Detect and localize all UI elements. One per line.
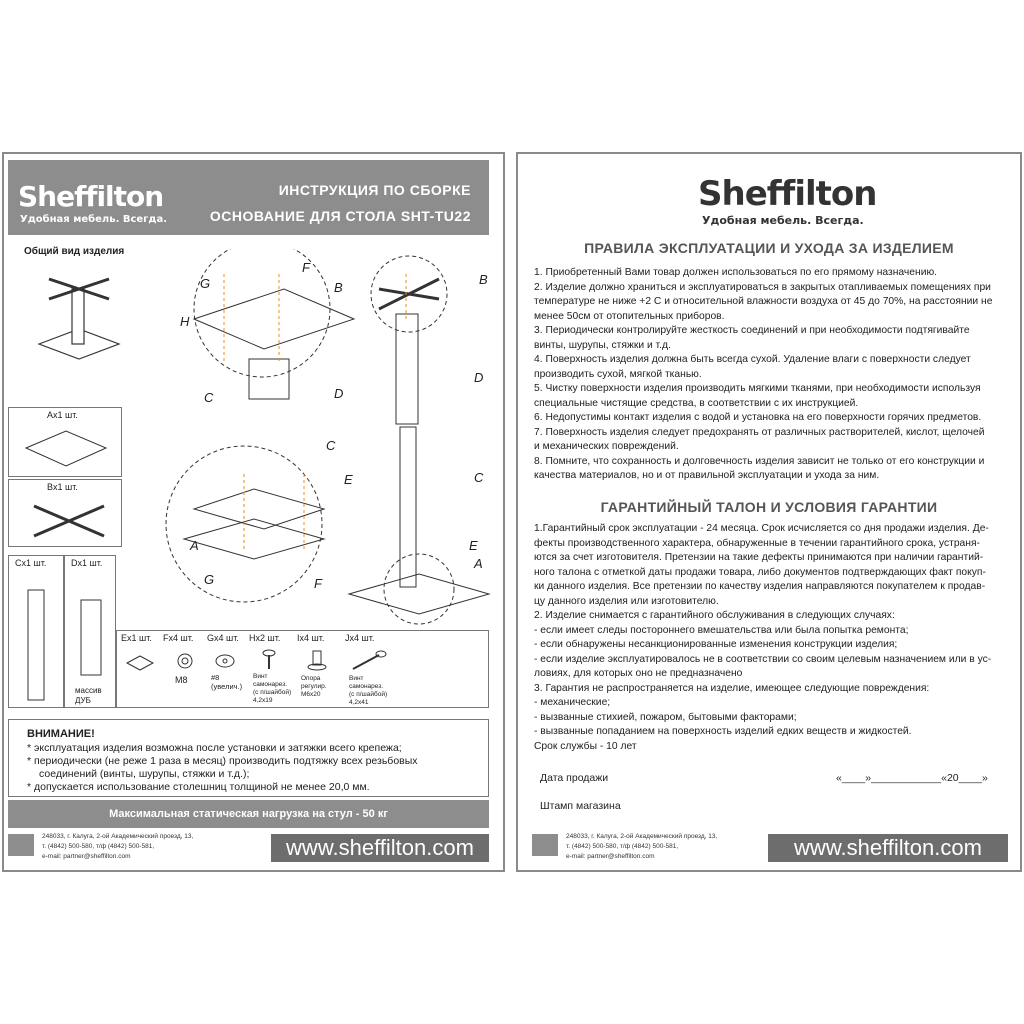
callout-g: G [200,276,211,291]
part-a-drawing [21,426,111,471]
callout-e-2: E [469,538,478,553]
general-view-label: Общий вид изделия [24,246,125,257]
website-link[interactable]: www.sheffilton.com [768,834,1008,862]
callout-b: B [334,280,343,295]
warranty-line: - если имеет следы постороннего вмешательства или была попытка ремонта; [534,624,909,636]
rules-line: менее 50см от отопительных приборов. [534,310,725,322]
rules-line: 7. Поверхность изделия следует предохранять от различных растворителей, кислот, щелочей [534,426,985,438]
part-c-drawing [24,586,50,706]
rules-line: производить сухой, мягкой тканью. [534,368,702,380]
rules-line: 5. Чистку поверхности изделия производить мягкими тканями, при необходимости используя [534,383,981,394]
warranty-line: ловиях, для которых оно не предназначено [534,668,743,679]
warranty-line: цу данного изделия или изготовителю. [534,595,719,607]
sale-date-field[interactable]: «____»____________«20____» [836,772,988,784]
warranty-text [534,522,1010,754]
rules-line: 2. Изделие должно храниться и эксплуатироваться в закрытых отапливаемых помещениях при [534,281,991,293]
part-e-label: Ex1 шт. [121,633,152,643]
warranty-line: ются за счет изготовителя. Претензии на такие дефекты принимаются при наличии гарантий- [534,552,984,563]
product-title: ОСНОВАНИЕ ДЛЯ СТОЛА SHT-TU22 [209,208,471,224]
part-h-drawing [259,649,279,671]
rules-line: 4. Поверхность изделия должна быть всегда сухой. Удаление влаги с поверхности следует [534,354,971,365]
warranty-line: Срок службы - 10 лет [534,740,637,752]
part-b-drawing [29,498,109,543]
brand-tagline: Удобная мебель. Всегда. [20,214,168,225]
part-d-material: массив ДУБ [75,686,102,705]
rules-line: 3. Периодически контролируйте жесткость соединений и при необходимости подтягивайте [534,325,970,336]
callout-g-2: G [204,572,215,587]
warning-box [8,719,489,797]
callout-a: A [190,538,199,553]
rules-title: ПРАВИЛА ЭКСПЛУАТАЦИИ И УХОДА ЗА ИЗДЕЛИЕМ [584,240,954,256]
footer-address [566,832,717,862]
warning-line: соединений (винты, шурупы, стяжки и т.д.); [39,768,250,780]
part-j-drawing [349,649,389,673]
part-g-note: #8 (увелич.) [211,673,243,691]
part-f-note: М8 [175,675,188,685]
address-line: т. (4842) 500-580, т/ф (4842) 500-581, [566,843,679,850]
warning-line: * периодически (не реже 1 раза в месяц) производить подтяжку всех резьбовых [27,755,418,767]
warranty-line: 1.Гарантийный срок эксплуатации - 24 месяца. Срок исчисляется со дня продажи изделия. Де- [534,523,989,534]
warranty-line: 3. Гарантия не распространяется на изделие, имеющее следующие повреждения: [534,682,930,694]
part-j-label: Jx4 шт. [345,633,375,643]
callout-c-3: C [474,470,484,485]
callout-b-2: B [479,272,488,287]
part-d-box [64,555,116,708]
part-c-label: Cx1 шт. [15,558,47,568]
address-line: 248033, г. Калуга, 2-ой Академический проезд, 13, [566,833,718,840]
warranty-line: - вызванные стихией, пожаром, бытовыми факторами; [534,711,797,723]
callout-c: C [204,390,214,405]
sale-date-label: Дата продажи [540,772,609,784]
callout-d-2: D [474,370,484,385]
part-d-drawing [77,596,107,681]
part-e-drawing [125,653,155,673]
rules-line: винты, шурупы, стяжки и т.д. [534,339,671,351]
warranty-line: 2. Изделие снимается с гарантийного обслуживания в следующих случаях: [534,610,895,621]
part-d-label: Dx1 шт. [71,558,103,568]
rules-line: 8. Помните, что сохранность и долговечность изделия зависит не только от его конструкции и [534,455,985,467]
callout-f-2: F [314,576,322,591]
website-link[interactable]: www.sheffilton.com [271,834,489,862]
part-a-label: Ax1 шт. [47,410,78,420]
warning-title: ВНИМАНИЕ! [27,728,95,740]
warranty-line: ного талона с отметкой даты продажи товара, либо документов подтверждающих факт покуп- [534,566,986,578]
part-i-label: Ix4 шт. [297,633,325,643]
instructions-title: ИНСТРУКЦИЯ ПО СБОРКЕ [278,182,471,198]
part-g-label: Gx4 шт. [207,633,239,643]
callout-f: F [302,260,310,275]
warranty-line: - если изделие эксплуатировалось не в соответствии со своим целевым назначением или в ус- [534,653,992,665]
warranty-line: - вызванные попаданием на поверхность изделий едких веществ и жидкостей. [534,726,912,737]
assembly-instructions-page [2,152,505,872]
part-i-drawing [305,649,329,673]
address-line: т. (4842) 500-580, т/ф (4842) 500-581, [42,843,155,850]
part-f-label: Fx4 шт. [163,633,194,643]
brand-tagline: Удобная мебель. Всегда. [702,214,864,227]
warranty-title: ГАРАНТИЙНЫЙ ТАЛОН И УСЛОВИЯ ГАРАНТИИ [600,499,938,515]
brand-logo: Sheffilton [698,174,877,214]
callout-c-2: C [326,438,336,453]
rules-line: температуре не ниже +2 С и относительной влажности воздуха от 45 до 70%, на расстоянии не [534,296,993,307]
warning-line: * допускается использование столешниц толщиной не менее 20,0 мм. [27,781,370,793]
part-i-note: Опора регулир. М6х20 [301,675,327,698]
part-b-box [8,479,122,547]
warning-line: * эксплуатация изделия возможна после установки и затяжки всего крепежа; [27,742,402,754]
instructions-header [8,160,489,235]
part-f-drawing [175,651,195,671]
stamp-label: Штамп магазина [540,800,621,812]
part-h-note: Винт самонарез. (с п/шайбой) 4,2х19 [253,673,292,704]
part-j-note: Винт самонарез. (с п/шайбой) 4,2х41 [349,675,388,706]
part-c-box [8,555,64,708]
warranty-page [516,152,1022,872]
callout-a-2: A [474,556,483,571]
rules-text [534,266,1010,484]
warranty-line: фекты производственного характера, обнаруженные в течении гарантийного срока, устраня- [534,537,980,549]
part-b-label: Bx1 шт. [47,482,78,492]
general-view-drawing [34,264,124,364]
address-line: 248033, г. Калуга, 2-ой Академический проезд, 13, [42,833,194,840]
warranty-line: ки данного изделия. Все претензии по качеству изделия направляются покупателем к продав- [534,581,986,592]
warranty-line: - механические; [534,697,611,708]
max-load-banner: Максимальная статическая нагрузка на стул - 50 кг [8,800,489,828]
footer-square [532,834,558,856]
callout-d: D [334,386,344,401]
rules-line: и механических повреждений. [534,441,679,452]
rules-line: 1. Приобретенный Вами товар должен использоваться по его прямому назначению. [534,267,938,278]
rules-line: 6. Недопустимы контакт изделия с водой и установка на его поверхности горячих предметов. [534,412,982,423]
warranty-line: - если обнаружены несанкционированные изменения конструкции изделия; [534,639,898,650]
callout-h: H [180,314,190,329]
part-g-drawing [213,651,237,671]
rules-line: качества материалов, но и от правильной эксплуатации и ухода за ним. [534,470,880,481]
footer-square [8,834,34,856]
address-line: e-mail: partner@sheffilton.com [42,853,131,860]
rules-line: специальные чистящие средства, в соответствии с их инструкцией. [534,397,859,409]
brand-logo: Sheffilton [18,180,164,213]
part-h-label: Hx2 шт. [249,633,281,643]
footer-address [42,832,193,862]
hardware-table [116,630,489,708]
callout-e: E [344,472,353,487]
address-line: e-mail: partner@sheffilton.com [566,853,655,860]
part-a-box [8,407,122,477]
